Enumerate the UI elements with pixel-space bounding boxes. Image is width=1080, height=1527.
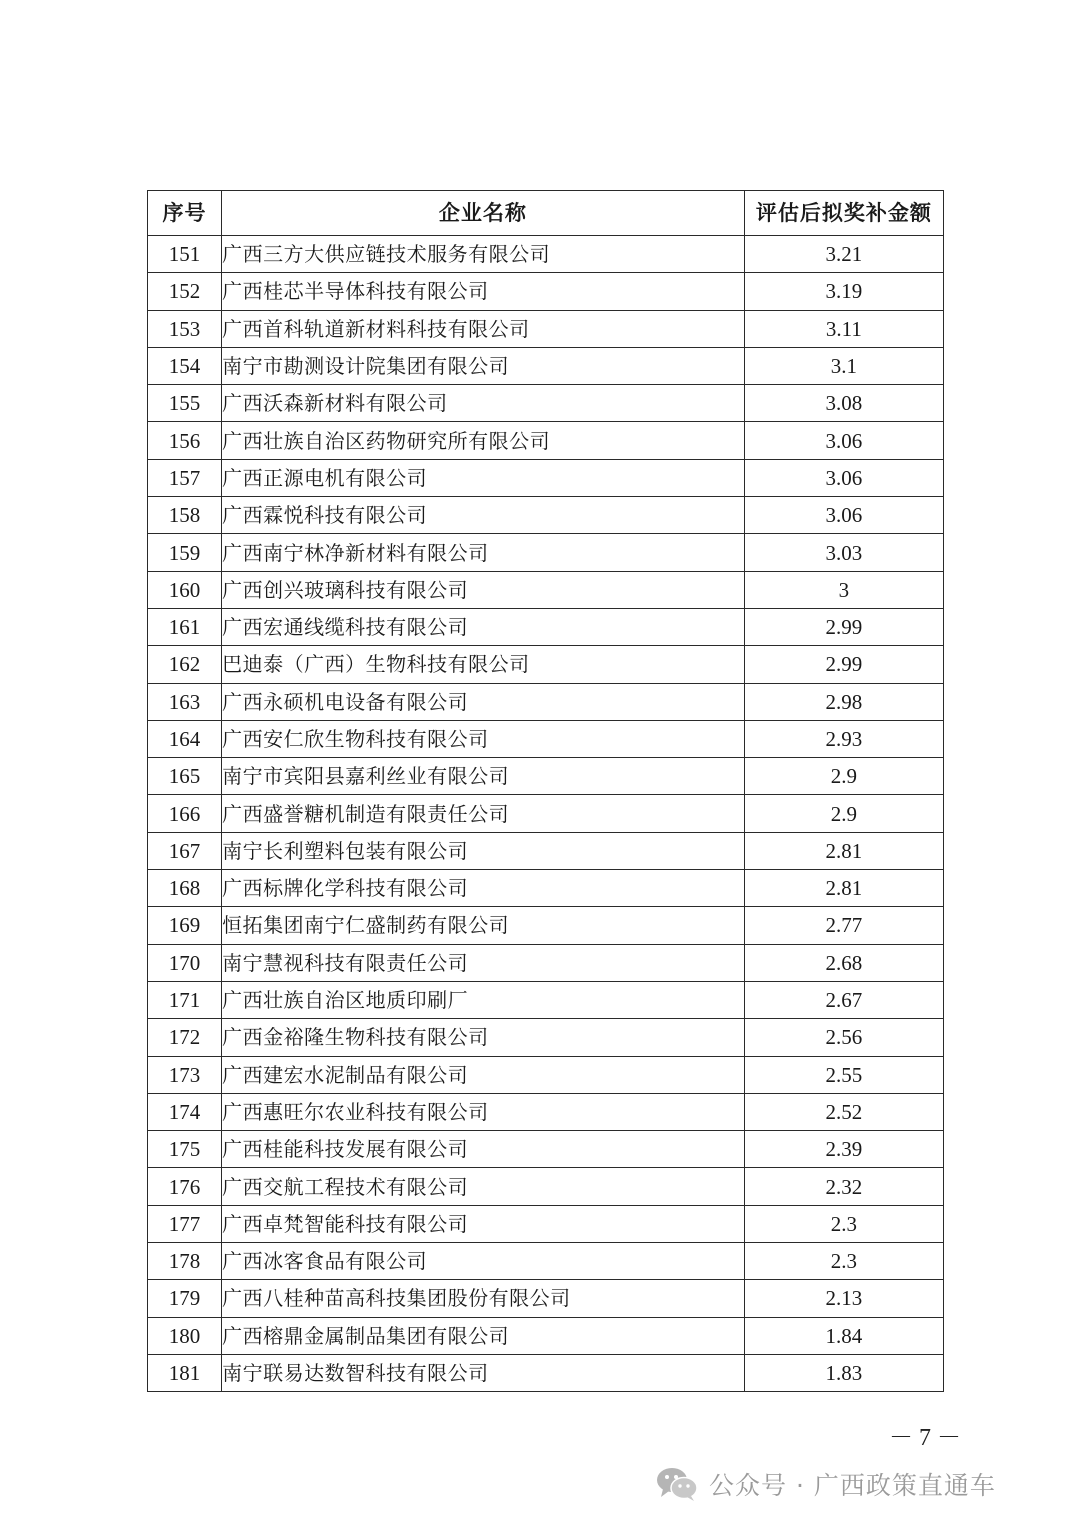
row-company-name: 广西霖悦科技有限公司 [222,497,745,534]
table-row [148,907,944,944]
row-seq: 155 [148,385,222,422]
row-amount: 1.83 [744,1354,943,1391]
table-row [148,236,944,273]
row-seq: 169 [148,907,222,944]
header-seq: 序号 [148,191,222,236]
row-seq: 175 [148,1131,222,1168]
table-row [148,1056,944,1093]
row-company-name: 广西卓梵智能科技有限公司 [222,1205,745,1242]
row-seq: 179 [148,1280,222,1317]
table-row [148,385,944,422]
header-company-name: 企业名称 [222,191,745,236]
row-amount: 2.9 [744,795,943,832]
row-seq: 154 [148,347,222,384]
row-company-name: 广西桂芯半导体科技有限公司 [222,273,745,310]
row-seq: 173 [148,1056,222,1093]
table-row [148,1317,944,1354]
table-row [148,646,944,683]
row-seq: 156 [148,422,222,459]
row-seq: 167 [148,832,222,869]
row-seq: 160 [148,571,222,608]
page-number: － 7 － [889,1425,961,1451]
row-company-name: 广西永硕机电设备有限公司 [222,683,745,720]
row-amount: 2.68 [744,944,943,981]
row-amount: 2.99 [744,646,943,683]
row-amount: 2.98 [744,683,943,720]
row-amount: 2.81 [744,870,943,907]
table-row [148,1354,944,1391]
table-row [148,608,944,645]
table-row [148,832,944,869]
row-company-name: 广西冰客食品有限公司 [222,1243,745,1280]
table-row [148,720,944,757]
row-company-name: 广西南宁林净新材料有限公司 [222,534,745,571]
table-row [148,273,944,310]
table-header-row [148,191,944,236]
row-company-name: 南宁市宾阳县嘉利丝业有限公司 [222,758,745,795]
row-amount: 3.08 [744,385,943,422]
row-amount: 1.84 [744,1317,943,1354]
row-amount: 2.77 [744,907,943,944]
row-seq: 165 [148,758,222,795]
row-seq: 171 [148,981,222,1018]
table-row [148,459,944,496]
row-company-name: 广西盛誉糖机制造有限责任公司 [222,795,745,832]
row-amount: 3 [744,571,943,608]
row-company-name: 广西沃森新材料有限公司 [222,385,745,422]
table-row [148,1280,944,1317]
row-company-name: 广西建宏水泥制品有限公司 [222,1056,745,1093]
row-company-name: 广西交航工程技术有限公司 [222,1168,745,1205]
row-company-name: 广西惠旺尔农业科技有限公司 [222,1093,745,1130]
row-amount: 3.06 [744,422,943,459]
row-seq: 174 [148,1093,222,1130]
row-seq: 162 [148,646,222,683]
row-company-name: 广西八桂种苗高科技集团股份有限公司 [222,1280,745,1317]
row-amount: 3.06 [744,459,943,496]
row-seq: 163 [148,683,222,720]
row-seq: 178 [148,1243,222,1280]
row-seq: 170 [148,944,222,981]
row-company-name: 广西宏通线缆科技有限公司 [222,608,745,645]
table-row [148,534,944,571]
row-amount: 3.1 [744,347,943,384]
row-company-name: 广西壮族自治区药物研究所有限公司 [222,422,745,459]
table-row [148,1205,944,1242]
row-amount: 3.11 [744,310,943,347]
row-company-name: 南宁长利塑料包装有限公司 [222,832,745,869]
row-seq: 168 [148,870,222,907]
table-row [148,310,944,347]
row-amount: 2.52 [744,1093,943,1130]
row-seq: 157 [148,459,222,496]
watermark [655,1462,996,1506]
row-company-name: 广西榕鼎金属制品集团有限公司 [222,1317,745,1354]
table-row [148,422,944,459]
table-row [148,683,944,720]
row-seq: 151 [148,236,222,273]
watermark-text: 公众号 · 广西政策直通车 [709,1471,996,1500]
row-company-name: 广西壮族自治区地质印刷厂 [222,981,745,1018]
row-company-name: 恒拓集团南宁仁盛制药有限公司 [222,907,745,944]
row-amount: 3.06 [744,497,943,534]
wechat-icon [655,1466,699,1502]
table-row [148,497,944,534]
row-seq: 153 [148,310,222,347]
row-amount: 2.81 [744,832,943,869]
row-company-name: 广西桂能科技发展有限公司 [222,1131,745,1168]
table-row [148,347,944,384]
row-seq: 172 [148,1019,222,1056]
row-company-name: 广西首科轨道新材料科技有限公司 [222,310,745,347]
row-amount: 2.39 [744,1131,943,1168]
row-company-name: 广西正源电机有限公司 [222,459,745,496]
row-amount: 2.3 [744,1243,943,1280]
row-seq: 161 [148,608,222,645]
row-company-name: 南宁市勘测设计院集团有限公司 [222,347,745,384]
row-seq: 159 [148,534,222,571]
table-row [148,758,944,795]
table-row [148,1243,944,1280]
table-row [148,870,944,907]
row-company-name: 巴迪泰（广西）生物科技有限公司 [222,646,745,683]
row-company-name: 广西安仁欣生物科技有限公司 [222,720,745,757]
row-amount: 3.19 [744,273,943,310]
row-seq: 166 [148,795,222,832]
table-row [148,795,944,832]
row-company-name: 广西创兴玻璃科技有限公司 [222,571,745,608]
row-company-name: 南宁慧视科技有限责任公司 [222,944,745,981]
table-row [148,571,944,608]
row-amount: 2.56 [744,1019,943,1056]
table-body [148,236,944,1392]
row-company-name: 广西三方大供应链技术服务有限公司 [222,236,745,273]
subsidy-table [147,190,944,1392]
row-amount: 2.13 [744,1280,943,1317]
row-amount: 2.9 [744,758,943,795]
row-amount: 2.32 [744,1168,943,1205]
row-company-name: 南宁联易达数智科技有限公司 [222,1354,745,1391]
table-row [148,981,944,1018]
row-amount: 2.67 [744,981,943,1018]
table-row [148,944,944,981]
row-seq: 164 [148,720,222,757]
row-seq: 180 [148,1317,222,1354]
row-seq: 177 [148,1205,222,1242]
header-amount: 评估后拟奖补金额 [744,191,943,236]
row-company-name: 广西标牌化学科技有限公司 [222,870,745,907]
row-amount: 3.21 [744,236,943,273]
row-amount: 2.55 [744,1056,943,1093]
row-company-name: 广西金裕隆生物科技有限公司 [222,1019,745,1056]
row-seq: 158 [148,497,222,534]
table-row [148,1093,944,1130]
row-amount: 2.93 [744,720,943,757]
row-seq: 176 [148,1168,222,1205]
row-amount: 3.03 [744,534,943,571]
row-amount: 2.99 [744,608,943,645]
row-seq: 181 [148,1354,222,1391]
row-seq: 152 [148,273,222,310]
table-row [148,1131,944,1168]
table-row [148,1019,944,1056]
row-amount: 2.3 [744,1205,943,1242]
table-row [148,1168,944,1205]
